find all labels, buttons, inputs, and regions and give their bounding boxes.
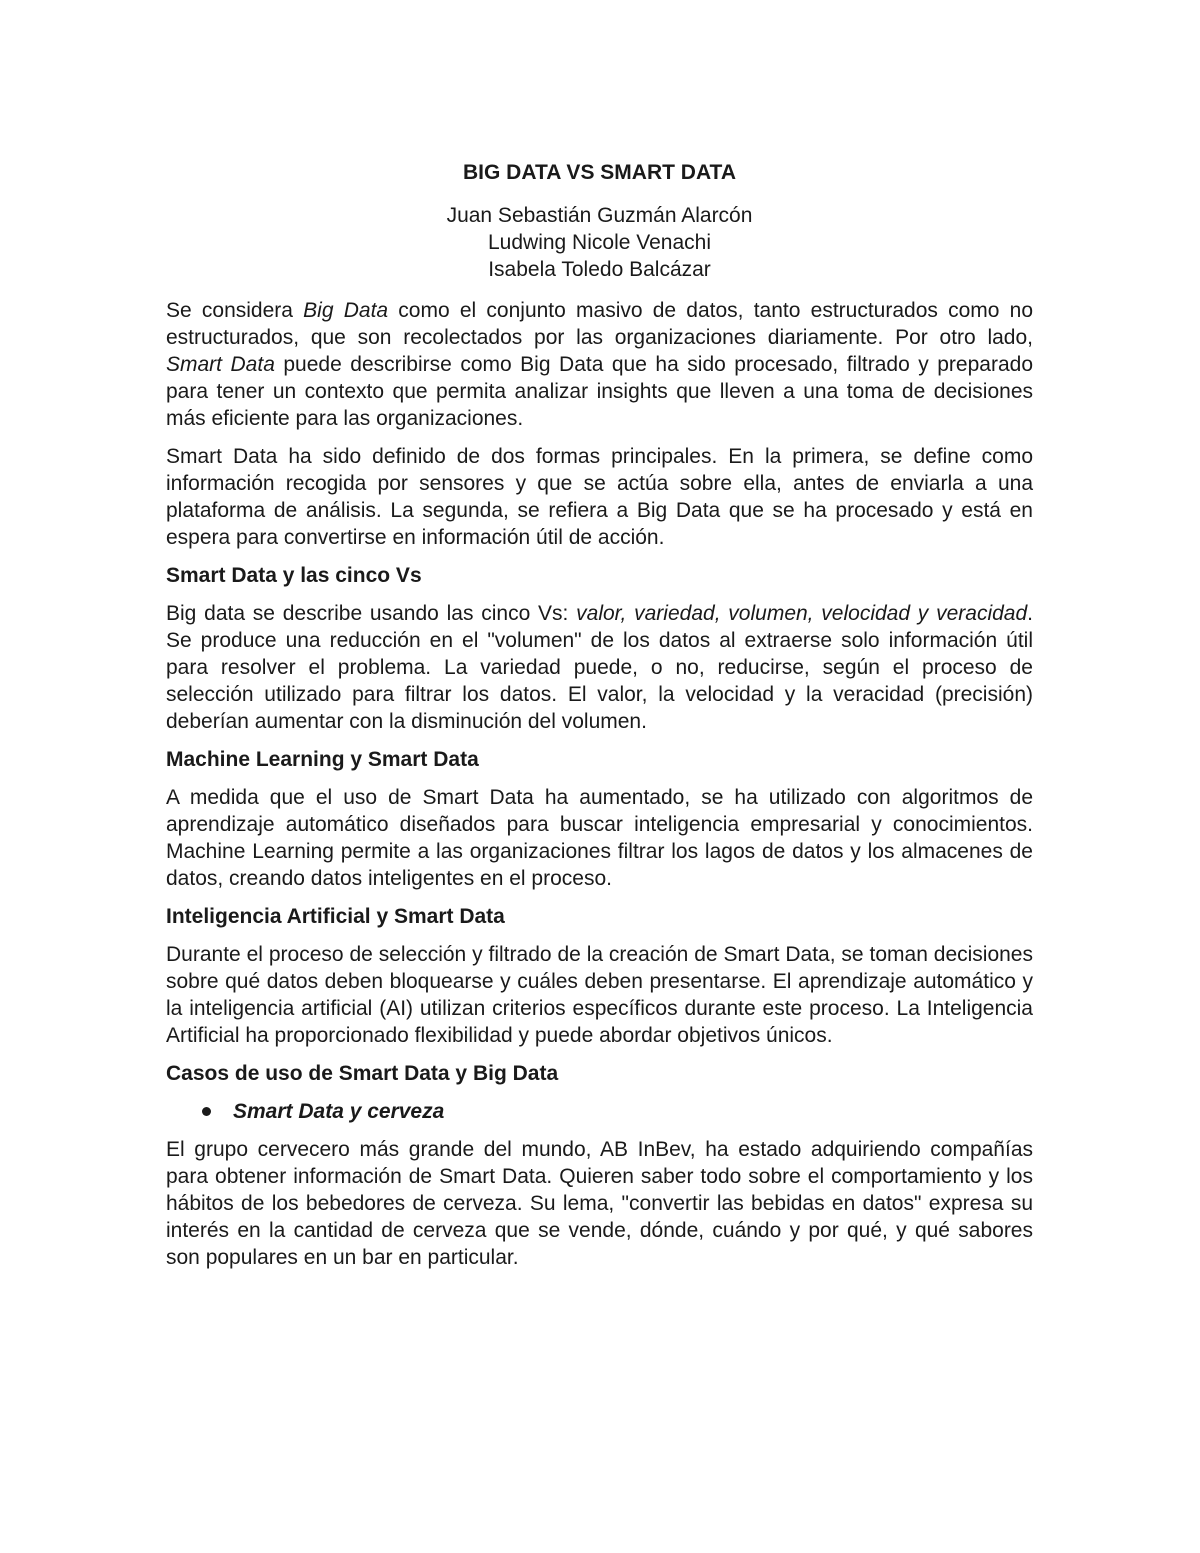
- text-run: puede describirse como Big Data que ha sido procesado, filtrado y preparado para tener un contexto que permita analizar insights que lleven a una toma de decisiones más eficiente para las organizaciones.: [166, 353, 1033, 430]
- text-run: Big data se describe usando las cinco Vs:: [166, 602, 577, 625]
- document-title: BIG DATA VS SMART DATA: [463, 161, 736, 184]
- author-name: Juan Sebastián Guzmán Alarcón: [446, 204, 753, 227]
- text-run: como el conjunto masivo de datos, tanto estructurados como no estructurados, que son recolectados por las organizaciones diariamente. Por otro lado,: [166, 299, 1033, 349]
- intro-paragraph-1: [166, 297, 1033, 432]
- document-page: [166, 160, 1033, 1282]
- section-heading-cinco-vs: Smart Data y las cinco Vs: [166, 564, 422, 587]
- section-paragraph-casos-de-uso: El grupo cervecero más grande del mundo, AB InBev, ha estado adquiriendo compañías para obtener información de Smart Data. Quieren saber todo sobre el comportamiento y los hábitos de los bebedores de cerveza. Su lema, "convertir las bebidas en datos" expresa su interés en la cantidad de cerveza que se vende, dónde, cuándo y por qué, y qué sabores son populares en un bar en particular.: [166, 1138, 1033, 1269]
- section-paragraph-inteligencia-artificial: Durante el proceso de selección y filtrado de la creación de Smart Data, se toman decisiones sobre qué datos deben bloquearse y cuáles deben presentarse. El aprendizaje automático y la inteligencia artificial (AI) utilizan criterios específicos durante este proceso. La Inteligencia Artificial ha proporcionado flexibilidad y puede abordar objetivos únicos.: [166, 943, 1033, 1047]
- author-list: [166, 202, 1033, 283]
- emphasis-text: valor, variedad, volumen, velocidad y veracidad: [576, 602, 1028, 625]
- section-heading-machine-learning: Machine Learning y Smart Data: [166, 748, 479, 771]
- text-run: . Se produce una reducción en el "volumen" de los datos al extraerse solo información útil para resolver el problema. La variedad puede, o no, reducirse, según el proceso de selección utilizado para filtrar los datos. El valor, la velocidad y la veracidad (precisión) deberían aumentar con la disminución del volumen.: [166, 602, 1033, 733]
- bullet-item-label: Smart Data y cerveza: [233, 1100, 445, 1123]
- section-paragraph-cinco-vs: [166, 600, 1033, 735]
- intro-paragraph-2: Smart Data ha sido definido de dos formas principales. En la primera, se define como información recogida por sensores y que se actúa sobre ella, antes de enviarla a una plataforma de análisis. La segunda, se refiera a Big Data que se ha procesado y está en espera para convertirse en información útil de acción.: [166, 445, 1033, 549]
- section-heading-casos-de-uso: Casos de uso de Smart Data y Big Data: [166, 1062, 559, 1085]
- bullet-item: [166, 1098, 1033, 1125]
- section-heading-inteligencia-artificial: Inteligencia Artificial y Smart Data: [166, 905, 505, 928]
- author-name: Ludwing Nicole Venachi: [488, 231, 711, 254]
- text-run: Se considera: [166, 299, 304, 322]
- emphasis-text: Big Data: [303, 299, 389, 322]
- author-name: Isabela Toledo Balcázar: [488, 258, 711, 281]
- section-paragraph-machine-learning: A medida que el uso de Smart Data ha aumentado, se ha utilizado con algoritmos de aprendizaje automático diseñados para buscar inteligencia empresarial y conocimientos. Machine Learning permite a las organizaciones filtrar los lagos de datos y los almacenes de datos, creando datos inteligentes en el proceso.: [166, 786, 1033, 890]
- bullet-dot-icon: [202, 1107, 211, 1116]
- emphasis-text: Smart Data: [166, 353, 275, 376]
